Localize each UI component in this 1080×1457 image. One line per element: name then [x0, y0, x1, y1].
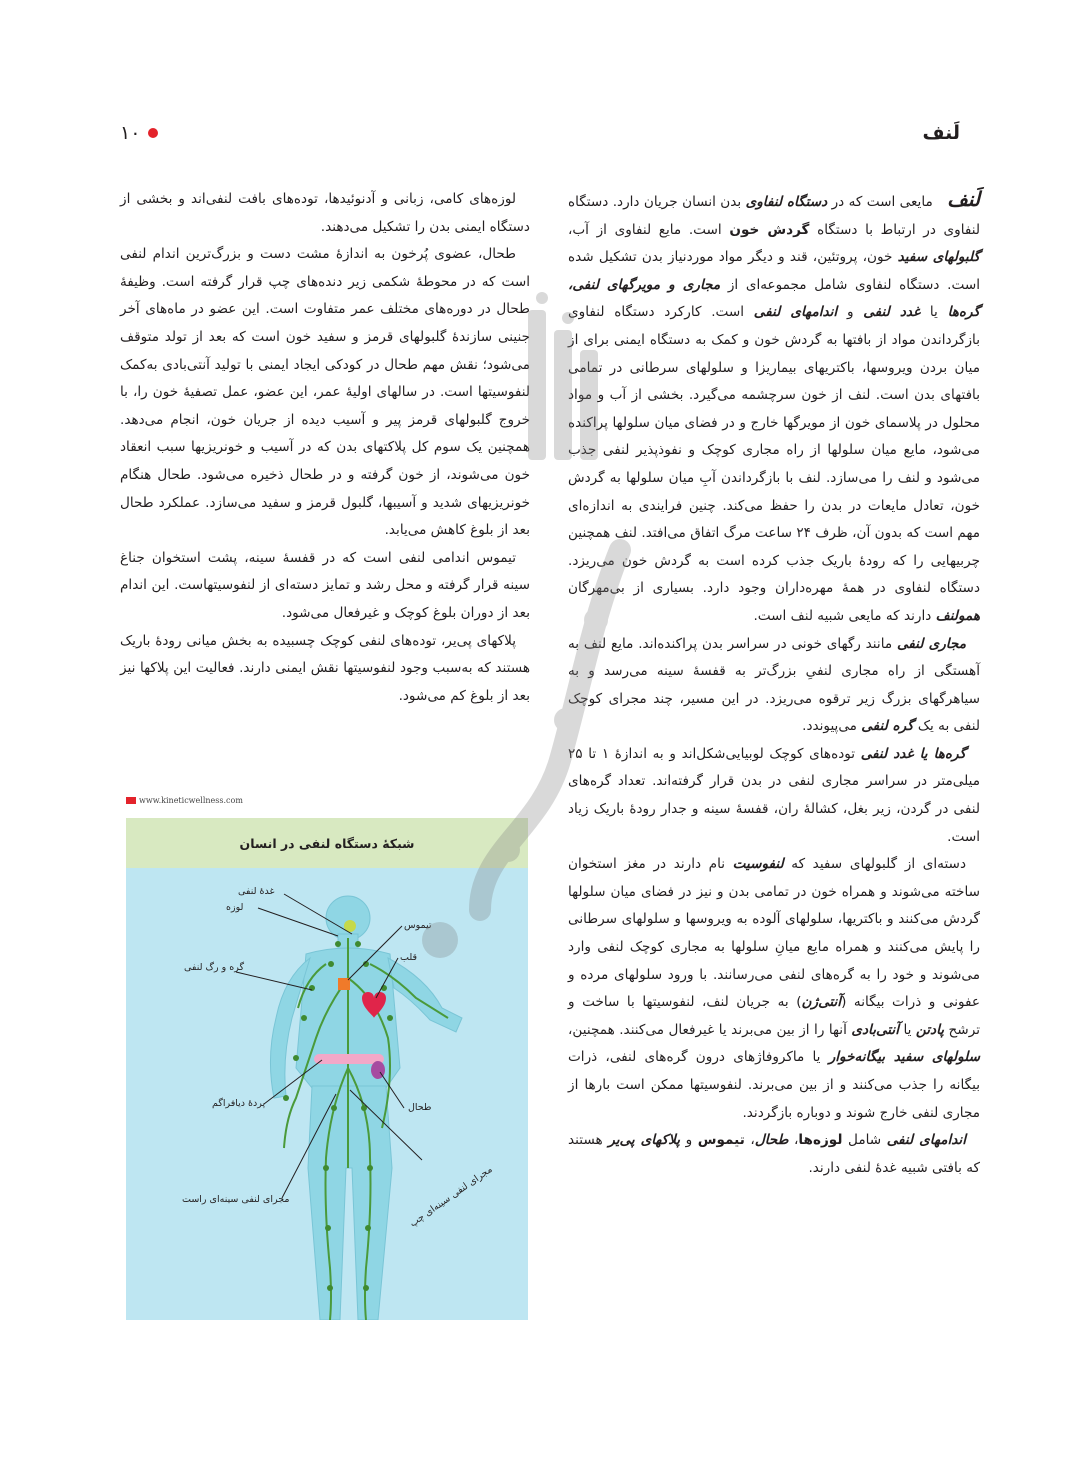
- paragraph-ducts: مجاری لنفی مانند رگهای خونی در سراسر بدن پراکنده‌اند. مایع لنف به آهستگی از راه مجاری لنفیِ بزرگ‌تر به قفسهٔ سینه می‌رسد و به سیاهرگهای بزرگ زیر ترقوه می‌ریزد. در این مسیر، چند مجرای کوچک لنفی به یک گره لنفی می‌پیوندد.: [568, 635, 980, 735]
- body-illustration: [126, 868, 528, 1320]
- label-thymus: تیموس: [404, 920, 432, 931]
- red-dot-icon: [148, 128, 158, 138]
- paragraph-spleen: طحال، عضوی پُرخون به اندازهٔ مشت دست و بزرگ‌ترین اندام لنفی است که در محوطهٔ شکمی زیر دنده‌های چپ قرار گرفته است. وظیفهٔ طحال در دوره‌های مختلف عمر متفاوت است. این عضو در ماه‌های آخر جنینی سازندهٔ گلبولهای قرمز و سفید خون است که بعد از تولد متوقف می‌شود؛ نقش مهم طحال در کودکی ایجاد ایمنی با تولید آنتی‌بادی به‌کمک لنفوسیتها است. در سالهای اولیهٔ عمر، این عضو، عمل تصفیهٔ خون را، با خروج گلبولهای قرمز پیر و آسیب دیده از جریان خون، انجام می‌دهد. همچنین یک سوم کل پلاکتهای بدن که در آسیب و خونریزیها سبب انعقاد خون می‌شوند، از خون گرفته و در طحال ذخیره می‌شود. طحال هنگام خونریزیهای شدید و آسیبها، گلبول قرمز و سفید می‌سازد. عملکرد طحال بعد از بلوغ کاهش می‌یابد.: [120, 246, 530, 539]
- paragraph-lymphocytes: دسته‌ای از گلبولهای سفید که لنفوسیت نام دارند در مغز استخوان ساخته می‌شوند و همراه خون در تمامی بدن و نیز در فضای میان سلولها گردش می‌کنند و باکتریها، سلولهای آلوده به ویروسها و سلولهای سرطانی را پایش می‌کنند و همراه مایع میانِ سلولها به مجاری کوچک لنفی وارد می‌شوند و خود را به گره‌های لنفی می‌رسانند. با ورود سلولهای مرده و عفونی و ذرات بیگانه (آنتی‌ژن) به جریان لنف، لنفوسیتها با ساخت و ترشح پادتن یا آنتی‌بادی آنها را از بین می‌برند یا غیرفعال می‌کنند. همچنین، سلولهای سفید بیگانه‌خوار یا ماکروفاژهای درون گره‌های لنفی، ذرات بیگانه را جذب می‌کنند و از بین می‌برند. لنفوسیتها ممکن است بارها از مجاری لنفی خارج شوند و دوباره بازگردند.: [568, 856, 980, 1121]
- label-diaphragm: پردهٔ دیافراگم: [212, 1098, 266, 1109]
- paragraph-nodes: گره‌ها یا غدد لنفی توده‌های کوچک لوبیایی‌شکل‌اند و به اندازهٔ ۱ تا ۲۵ میلی‌متر در سراسر مجاری لنفی در بدن قرار گرفته‌اند. تعداد گره‌های لنفی در گردن، زیر بغل، کشالهٔ ران، قفسهٔ سینه و جدار رودهٔ باریک زیاد است.: [568, 745, 980, 845]
- label-lymph-gland: غدهٔ لنفی: [238, 886, 275, 897]
- figure-source: [126, 796, 243, 805]
- label-left-thoracic-duct: مجرای لنفی سینه‌ای چپ: [407, 1164, 495, 1230]
- diaphragm-shape: [314, 1054, 384, 1064]
- label-right-thoracic-duct: مجرای لنفی سینه‌ای راست: [182, 1194, 290, 1205]
- page-number: ۱۰: [120, 122, 141, 144]
- paragraph-organs: اندامهای لنفی شامل لوزه‌ها، طحال، تیموس و پلاکهای پی‌یر هستند که بافتی شبیه غدهٔ لنفی دارند.: [568, 1132, 980, 1176]
- page-header: [120, 118, 960, 158]
- figure-source-url: www.kineticwellness.com: [139, 796, 243, 805]
- label-tonsil: لوزه: [226, 902, 244, 913]
- figure-title-bar: [126, 818, 528, 868]
- paragraph-thymus: تیموس اندامی لنفی است که در قفسهٔ سینه، پشت استخوان جناغ سینه قرار گرفته و محل رشد و تمایز دسته‌ای از لنفوسیتهاست. این اندام بعد از دوران بلوغ کوچک و غیرفعال می‌شود.: [120, 549, 530, 621]
- page-title: لَنف: [922, 122, 960, 144]
- lymphatic-figure: [126, 818, 528, 1320]
- label-node-vessel: گره و رگ لنفی: [184, 962, 244, 973]
- page-number-group: [120, 122, 158, 144]
- source-logo-icon: [126, 797, 136, 804]
- label-heart: قلب: [400, 952, 418, 963]
- figure-title: شبکهٔ دستگاه لنفی در انسان: [239, 835, 415, 851]
- lead-word: لَنف: [947, 187, 980, 211]
- left-column: [120, 186, 530, 710]
- paragraph-intro: لَنف مایعی است که در دستگاه لنفاوی بدن انسان جریان دارد. دستگاه لنفاوی در ارتباط با دستگاه گردش خون است. مایع لنفاوی از آب، گلبولهای سفید خون، پروتئین، قند و دیگر مواد موردنیاز بدن تشکیل شده است. دستگاه لنفاوی شامل مجموعه‌ای از مجاری و مویرگهای لنفی، گره‌ها یا غدد لنفی و اندامهای لنفی است. کارکرد دستگاه لنفاوی بازگرداندن مواد از بافتها به گردش خون و کمک به دستگاه ایمنی برای از میان بردن ویروسها، باکتریهای بیماریزا و سلولهای سرطانی در تمامی بافتهای بدن است. لنف از خون سرچشمه می‌گیرد. بخشی از آب و مواد محلول در پلاسمای خون از مویرگها خارج و در فضای میان سلولها پراکنده می‌شود، مایع میان سلولها از راه مجاری کوچک و نفوذپذیر لنفی جذب می‌شود و لنف را می‌سازد. لنف با بازگرداندن آبِ میان سلولها به گردش خون، تعادل مایعات در بدن را حفظ می‌کند. چنین فرایندی به اندازه‌ای مهم است که بدون آن، ظرف ۲۴ ساعت مرگ اتفاق می‌افتد. لنف همچنین چربیهایی را که رودهٔ باریک جذب کرده است به گردش خون می‌ریزد. دستگاه لنفاوی در همهٔ مهره‌داران وجود دارد. بسیاری از بی‌مهرگان همولنف دارند که مایعی شبیه لنف است.: [568, 187, 981, 624]
- paragraph-tonsils: لوزه‌های کامی، زبانی و آدنوئیدها، توده‌های بافت لنفی‌اند و بخشی از دستگاه ایمنی بدن را تشکیل می‌دهند.: [120, 191, 530, 235]
- label-spleen: طحال: [408, 1102, 432, 1113]
- right-column: [568, 186, 980, 1182]
- paragraph-peyer: پلاکهای پی‌یر، توده‌های لنفی کوچک چسبیده به بخش میانی رودهٔ باریک هستند که به‌سبب وجود لنفوسیتها نقش ایمنی دارند. فعالیت این پلاکها نیز بعد از بلوغ کم می‌شود.: [120, 632, 530, 704]
